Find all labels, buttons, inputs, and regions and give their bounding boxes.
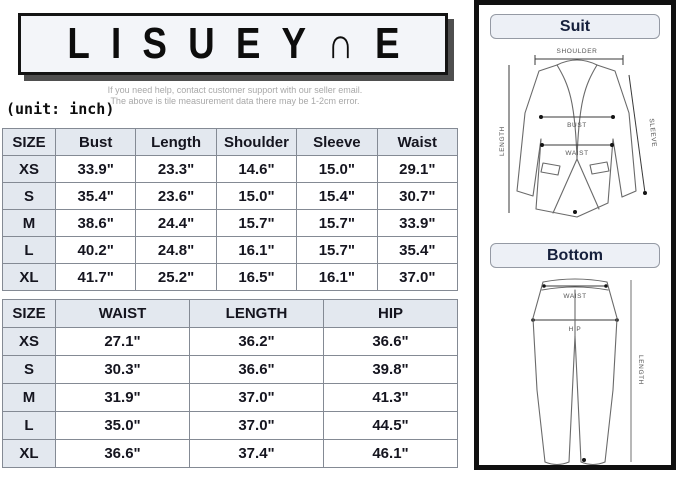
bottom-section-label: Bottom: [490, 243, 660, 268]
table-row: [3, 440, 458, 468]
help-text-line2: The above is tile measurement data there may be 1-2cm error.: [110, 96, 360, 106]
value-cell: 44.5": [324, 412, 458, 440]
value-cell: 37.0": [190, 412, 324, 440]
size-cell: M: [3, 210, 56, 237]
value-cell: 15.7": [297, 210, 377, 237]
value-cell: 16.5": [216, 264, 296, 291]
pants-diagram: [483, 270, 667, 470]
table-row: [3, 412, 458, 440]
suit-bust-label: BUST: [567, 122, 587, 129]
size-cell: XL: [3, 440, 56, 468]
table-row: [3, 210, 458, 237]
size-cell: L: [3, 412, 56, 440]
table-row: [3, 264, 458, 291]
value-cell: 33.9": [56, 156, 136, 183]
table-header-row: [3, 300, 458, 328]
value-cell: 25.2": [136, 264, 216, 291]
value-cell: 16.1": [297, 264, 377, 291]
value-cell: 41.3": [324, 384, 458, 412]
value-cell: 37.4": [190, 440, 324, 468]
value-cell: 23.6": [136, 183, 216, 210]
value-cell: 15.7": [216, 210, 296, 237]
measurement-diagram-panel: [474, 0, 676, 470]
column-header: Sleeve: [297, 129, 377, 156]
table-row: [3, 156, 458, 183]
value-cell: 23.3": [136, 156, 216, 183]
value-cell: 36.2": [190, 328, 324, 356]
value-cell: 35.0": [56, 412, 190, 440]
value-cell: 36.6": [56, 440, 190, 468]
value-cell: 15.7": [297, 237, 377, 264]
suit-size-table: [2, 128, 458, 291]
table-row: [3, 356, 458, 384]
column-header: Shoulder: [216, 129, 296, 156]
value-cell: 35.4": [377, 237, 457, 264]
table-row: [3, 328, 458, 356]
size-cell: XS: [3, 328, 56, 356]
value-cell: 31.9": [56, 384, 190, 412]
value-cell: 37.0": [377, 264, 457, 291]
size-cell: M: [3, 384, 56, 412]
size-cell: XL: [3, 264, 56, 291]
value-cell: 30.7": [377, 183, 457, 210]
size-cell: L: [3, 237, 56, 264]
value-cell: 15.0": [297, 156, 377, 183]
column-header: WAIST: [56, 300, 190, 328]
table-row: [3, 384, 458, 412]
value-cell: 38.6": [56, 210, 136, 237]
value-cell: 39.8": [324, 356, 458, 384]
value-cell: 35.4": [56, 183, 136, 210]
size-cell: S: [3, 183, 56, 210]
suit-sleeve-label: SLEEVE: [647, 118, 658, 148]
unit-label: (unit: inch): [6, 100, 115, 118]
column-header: Waist: [377, 129, 457, 156]
size-cell: S: [3, 356, 56, 384]
value-cell: 37.0": [190, 384, 324, 412]
value-cell: 24.4": [136, 210, 216, 237]
value-cell: 30.3": [56, 356, 190, 384]
pants-length-label: LENGTH: [637, 355, 644, 385]
column-header: HIP: [324, 300, 458, 328]
pants-waist-label: WAIST: [563, 293, 587, 300]
column-header: LENGTH: [190, 300, 324, 328]
value-cell: 24.8": [136, 237, 216, 264]
brand-logo-text: LISUEY∩E: [67, 19, 422, 68]
value-cell: 15.0": [216, 183, 296, 210]
value-cell: 36.6": [190, 356, 324, 384]
table-row: [3, 237, 458, 264]
suit-shoulder-label: SHOULDER: [556, 48, 598, 55]
column-header: Length: [136, 129, 216, 156]
value-cell: 46.1": [324, 440, 458, 468]
size-cell: XS: [3, 156, 56, 183]
suit-waist-label: WAIST: [565, 150, 589, 157]
value-cell: 33.9": [377, 210, 457, 237]
suit-diagram: [483, 41, 667, 237]
suit-section-label: Suit: [490, 14, 660, 39]
value-cell: 27.1": [56, 328, 190, 356]
value-cell: 41.7": [56, 264, 136, 291]
column-header: SIZE: [3, 129, 56, 156]
value-cell: 29.1": [377, 156, 457, 183]
value-cell: 40.2": [56, 237, 136, 264]
brand-logo: [18, 13, 448, 75]
suit-length-label: LENGTH: [499, 126, 506, 156]
value-cell: 15.4": [297, 183, 377, 210]
value-cell: 14.6": [216, 156, 296, 183]
table-header-row: [3, 129, 458, 156]
value-cell: 36.6": [324, 328, 458, 356]
table-row: [3, 183, 458, 210]
value-cell: 16.1": [216, 237, 296, 264]
pants-hip-label: HIP: [568, 326, 582, 333]
bottom-size-table: [2, 299, 458, 468]
column-header: Bust: [56, 129, 136, 156]
help-text-line1: If you need help, contact customer support with our seller email.: [107, 85, 363, 95]
column-header: SIZE: [3, 300, 56, 328]
